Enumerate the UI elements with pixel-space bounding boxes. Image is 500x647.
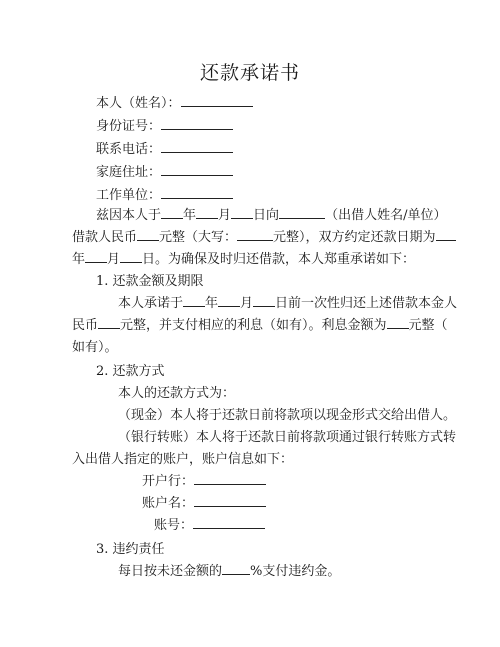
section-1-text: 月 (240, 296, 254, 311)
intro-text: （出借人姓名/单位） (325, 208, 447, 223)
repay-month-blank[interactable] (218, 295, 240, 307)
section-3-line-1 (118, 562, 340, 582)
account-name-label: 账户名： (142, 496, 195, 511)
id-field (96, 117, 233, 137)
address-blank[interactable] (161, 164, 233, 176)
section-1-text: 元整（ (408, 318, 448, 333)
section-2-heading: 2. 还款方式 (96, 364, 165, 379)
id-label: 身份证号： (96, 119, 162, 134)
document-title: 还款承诺书 (199, 62, 300, 84)
phone-blank[interactable] (161, 141, 233, 153)
section-1-text: 年 (205, 296, 219, 311)
section-1-text: 日前一次性归还上述借款本金人 (275, 296, 458, 311)
id-blank[interactable] (161, 118, 233, 130)
work-label: 工作单位： (96, 188, 162, 203)
intro-year-blank[interactable] (161, 207, 183, 219)
account-no-label: 账号： (154, 518, 194, 533)
intro-text: 兹因本人于 (96, 208, 162, 223)
address-field (96, 163, 233, 183)
intro-line-1 (96, 206, 446, 226)
intro-month-blank[interactable] (196, 207, 218, 219)
lender-blank[interactable] (279, 207, 325, 219)
cash-option: （现金）本人将于还款日前将款项以现金形式交给出借人。 (118, 408, 457, 423)
account-no-blank[interactable] (193, 517, 265, 529)
due-day-blank[interactable] (120, 251, 142, 263)
work-blank[interactable] (161, 187, 233, 199)
bank-name-blank[interactable] (194, 473, 266, 485)
section-3-text: 每日按未还金额的 (118, 564, 223, 579)
due-year-prefix-blank[interactable] (436, 229, 456, 241)
address-label: 家庭住址： (96, 165, 162, 180)
principal-blank[interactable] (98, 317, 120, 329)
intro-text: 年 (72, 252, 86, 267)
section-1-text: 本人承诺于 (118, 296, 184, 311)
repay-day-blank[interactable] (253, 295, 275, 307)
intro-text: 月 (218, 208, 232, 223)
section-1-line-2 (72, 316, 448, 336)
phone-label: 联系电话： (96, 142, 162, 157)
section-1-text: 民币 (72, 318, 99, 333)
name-field (96, 94, 253, 114)
account-name-blank[interactable] (194, 495, 266, 507)
work-field (96, 186, 233, 206)
section-2-intro: 本人的还款方式为： (118, 386, 236, 401)
section-1-line-3: 如有）。 (72, 340, 118, 355)
section-3-heading: 3. 违约责任 (96, 542, 165, 557)
intro-text: 日。为确保及时归还借款，本人郑重承诺如下： (142, 252, 416, 267)
intro-text: 元整），双方约定还款日期为 (273, 230, 436, 245)
account-no-field (154, 516, 265, 536)
section-3-text: %支付违约金。 (250, 564, 341, 579)
intro-text: 借款人民币 (72, 230, 138, 245)
intro-line-2 (72, 228, 456, 248)
name-blank[interactable] (181, 95, 253, 107)
section-1-text: 元整，并支付相应的利息（如有）。利息金额为 (120, 318, 387, 333)
intro-text: 年 (183, 208, 197, 223)
bank-name-label: 开户行： (142, 474, 195, 489)
penalty-rate-blank[interactable] (222, 563, 250, 575)
interest-blank[interactable] (387, 317, 409, 329)
amount-blank[interactable] (137, 229, 159, 241)
intro-text: 元整（大写： (159, 230, 238, 245)
phone-field (96, 140, 233, 160)
repay-year-blank[interactable] (183, 295, 205, 307)
intro-text: 日向 (253, 208, 280, 223)
amount-caps-blank[interactable] (237, 229, 273, 241)
intro-day-blank[interactable] (231, 207, 253, 219)
name-label: 本人（姓名）： (96, 96, 181, 111)
section-1-line-1 (118, 294, 457, 314)
section-1-heading: 1. 还款金额及期限 (96, 274, 204, 289)
intro-text: 月 (107, 252, 121, 267)
bank-name-field (142, 472, 266, 492)
account-name-field (142, 494, 266, 514)
bank-option-line-1: （银行转账）本人将于还款日前将款项通过银行转账方式转 (118, 430, 457, 445)
bank-option-line-2: 入出借人指定的账户，账户信息如下： (72, 452, 294, 467)
intro-line-3 (72, 250, 415, 270)
due-month-blank[interactable] (85, 251, 107, 263)
